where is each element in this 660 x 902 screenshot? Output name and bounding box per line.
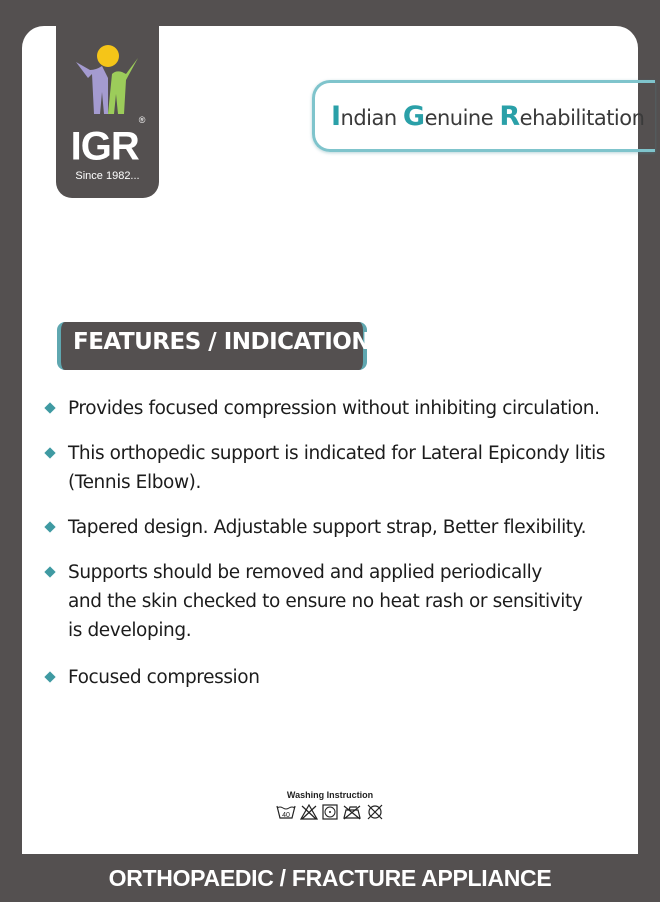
- logo-tagline: Since 1982...: [75, 170, 140, 182]
- svg-text:40: 40: [282, 812, 290, 819]
- feature-item: Provides focused compression without inhibiting circulation.: [44, 394, 634, 423]
- tumble-dry-icon: [322, 804, 338, 820]
- features-list: [44, 394, 634, 692]
- footer-category-banner: ORTHOPAEDIC / FRACTURE APPLIANCE: [108, 865, 552, 891]
- do-not-iron-icon: [342, 804, 362, 820]
- section-heading: FEATURES / INDICATION: [57, 322, 367, 370]
- brand-name-box: [312, 80, 655, 152]
- people-sun-logo-icon: [72, 44, 142, 116]
- feature-item: Supports should be removed and applied periodically and the skin checked to ensure no heat rash or sensitivity is developing.: [44, 558, 634, 645]
- feature-item: This orthopedic support is indicated for Lateral Epicondy litis (Tennis Elbow).: [44, 439, 634, 497]
- wash-40-icon: [276, 804, 296, 820]
- logo-wordmark: IGR®: [70, 115, 145, 169]
- do-not-bleach-icon: [300, 804, 318, 820]
- washing-instructions: Washing Instruction 40: [262, 790, 398, 820]
- do-not-dry-clean-icon: [366, 804, 384, 820]
- brand-name: Indian Genuine Rehabilitation: [331, 101, 645, 132]
- logo-badge: [56, 26, 159, 198]
- diamond-bullet-icon: [44, 521, 55, 532]
- diamond-bullet-icon: [44, 447, 55, 458]
- diamond-bullet-icon: [44, 402, 55, 413]
- diamond-bullet-icon: [44, 671, 55, 682]
- feature-item: Focused compression: [44, 663, 634, 692]
- feature-item: Tapered design. Adjustable support strap, Better flexibility.: [44, 513, 634, 542]
- diamond-bullet-icon: [44, 566, 55, 577]
